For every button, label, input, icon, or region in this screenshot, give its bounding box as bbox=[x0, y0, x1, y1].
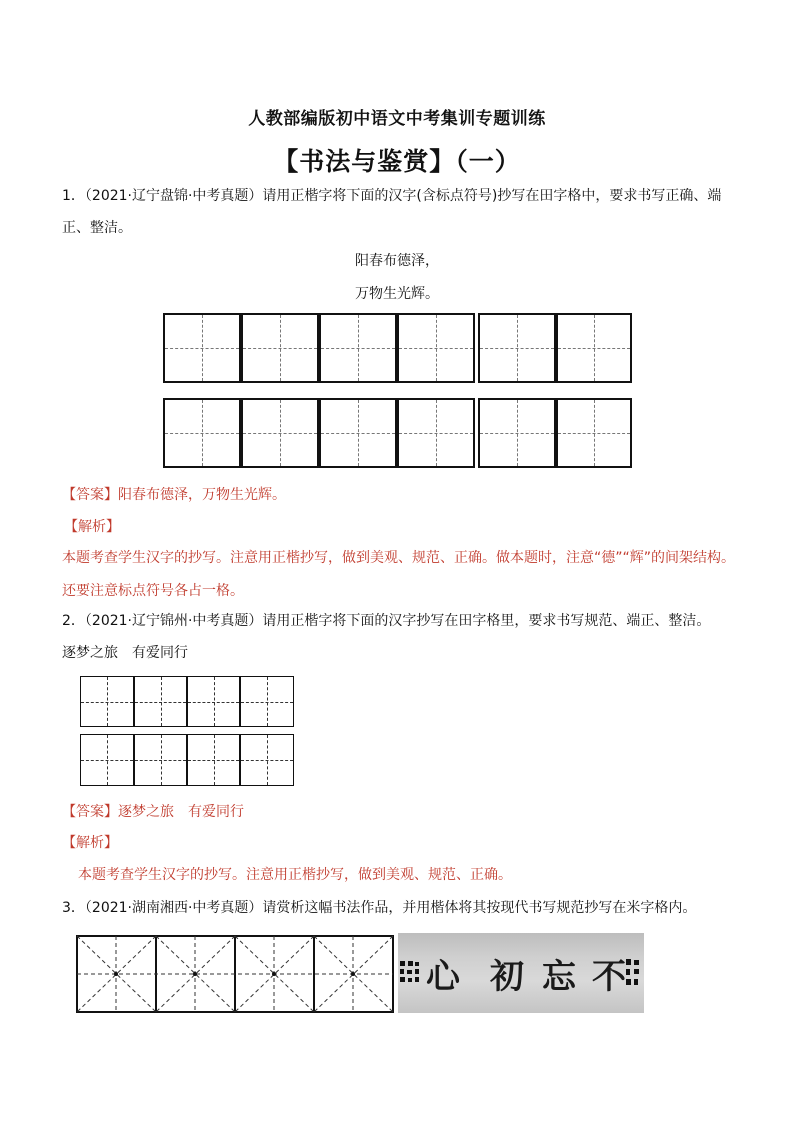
doc-title: 人教部编版初中语文中考集训专题训练 bbox=[248, 109, 546, 129]
tian-cell[interactable] bbox=[478, 398, 556, 468]
tian-cell[interactable] bbox=[556, 313, 632, 383]
calligraphy-char: 不 bbox=[592, 957, 626, 997]
tian-cell[interactable] bbox=[134, 734, 187, 786]
answer-text: 阳春布德泽，万物生光辉。 bbox=[118, 487, 286, 503]
q1-analysis-line2: 还要注意标点符号各占一格。 bbox=[62, 583, 244, 599]
q1-poem-line2: 万物生光辉。 bbox=[355, 286, 439, 302]
tian-cell[interactable] bbox=[319, 398, 397, 468]
tian-cell[interactable] bbox=[187, 676, 240, 727]
tian-cell[interactable] bbox=[240, 676, 294, 727]
calligraphy-char: 初 bbox=[490, 957, 524, 997]
q2-phrase: 逐梦之旅 有爱同行 bbox=[62, 645, 188, 661]
seal-mark-right bbox=[624, 957, 642, 989]
tian-cell[interactable] bbox=[241, 313, 319, 383]
q1-analysis-line1: 本题考查学生汉字的抄写。注意用正楷抄写，做到美观、规范、正确。做本题时，注意“德”“辉”的间架结构。 bbox=[62, 550, 736, 566]
answer-text: 逐梦之旅 有爱同行 bbox=[118, 804, 244, 820]
tian-cell[interactable] bbox=[80, 734, 134, 786]
q2-stem: 2．（2021·辽宁锦州·中考真题）请用正楷字将下面的汉字抄写在田字格里，要求书写规范、端正、整洁。 bbox=[62, 613, 711, 629]
calligraphy-char: 忘 bbox=[542, 957, 576, 997]
q1-stem-line2: 正、整洁。 bbox=[62, 220, 132, 236]
tian-cell[interactable] bbox=[163, 398, 241, 468]
tian-cell[interactable] bbox=[397, 398, 475, 468]
q3-mi-grid[interactable] bbox=[76, 935, 394, 1013]
tian-cell[interactable] bbox=[397, 313, 475, 383]
q2-answer bbox=[62, 801, 244, 821]
q2-analysis-text: 本题考查学生汉字的抄写。注意用正楷抄写，做到美观、规范、正确。 bbox=[78, 867, 512, 883]
seal-mark-left bbox=[398, 959, 422, 989]
tian-cell[interactable] bbox=[556, 398, 632, 468]
tian-cell[interactable] bbox=[241, 398, 319, 468]
calligraphy-artwork bbox=[398, 933, 644, 1013]
answer-label: 【答案】 bbox=[62, 804, 118, 820]
tian-cell[interactable] bbox=[478, 313, 556, 383]
q1-stem-line1: 1．（2021·辽宁盘锦·中考真题）请用正楷字将下面的汉字(含标点符号)抄写在田字格中，要求书写正确、端 bbox=[62, 188, 722, 204]
tian-cell[interactable] bbox=[187, 734, 240, 786]
tian-cell[interactable] bbox=[319, 313, 397, 383]
q1-poem-line1: 阳春布德泽， bbox=[355, 253, 439, 269]
q2-analysis-label: 【解析】 bbox=[62, 835, 118, 851]
tian-cell[interactable] bbox=[134, 676, 187, 727]
q3-stem: 3．（2021·湖南湘西·中考真题）请赏析这幅书法作品，并用楷体将其按现代书写规范抄写在米字格内。 bbox=[62, 900, 697, 916]
answer-label: 【答案】 bbox=[62, 487, 118, 503]
calligraphy-char: 心 bbox=[426, 957, 460, 997]
q1-answer bbox=[62, 484, 286, 504]
doc-subtitle: 【书法与鉴赏】（一） bbox=[273, 147, 521, 176]
tian-cell[interactable] bbox=[163, 313, 241, 383]
tian-cell[interactable] bbox=[80, 676, 134, 727]
q1-analysis-label: 【解析】 bbox=[64, 519, 120, 535]
tian-cell[interactable] bbox=[240, 734, 294, 786]
